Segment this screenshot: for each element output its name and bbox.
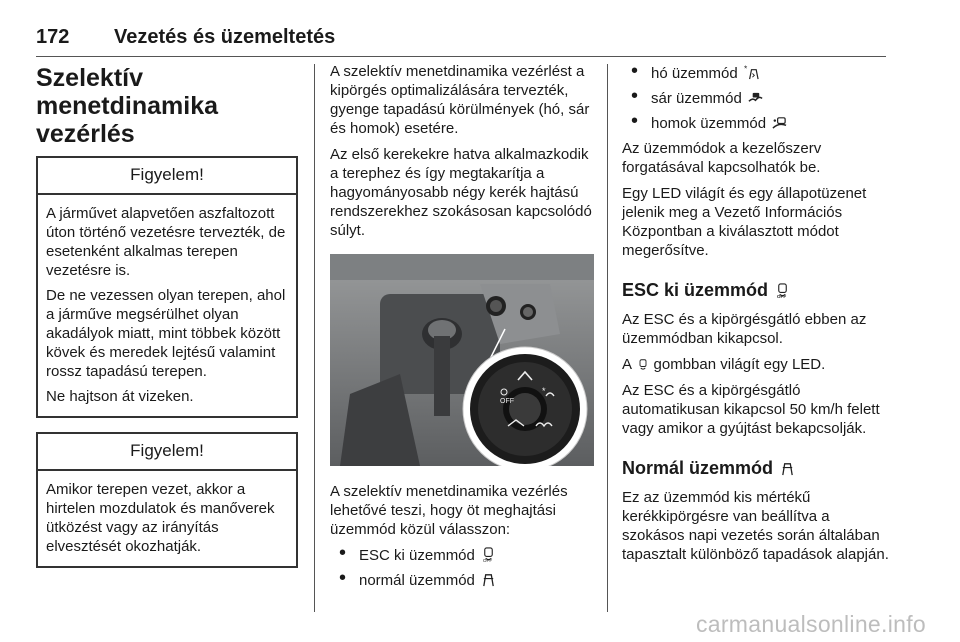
warning-notice	[36, 156, 298, 418]
column-middle	[330, 62, 598, 596]
notice-paragraph: Amikor terepen vezet, akkor a hirtelen mozdulatok és manőverek ütközést vagy az irányítás elvesztését okozhatják.	[46, 481, 275, 555]
list-item: • ESC ki üzemmód OFF	[330, 546, 598, 565]
sand-mode-icon	[772, 115, 787, 130]
column-divider	[607, 64, 608, 612]
knob-off-label: OFF	[500, 398, 514, 405]
paragraph: Egy LED világít és egy állapotüzenet jelenik meg a Vezető Információs Központban a kiválasztott módot megerősítve.	[622, 185, 867, 259]
notice-title: Figyelem!	[38, 158, 296, 195]
notice-paragraph: Ne hajtson át vizeken.	[46, 388, 194, 405]
paragraph: Az első kerekekre hatva alkalmazkodik a terephez és így megtakarítja a hagyományosabb négy kerék hajtású rendszerekhez szokásosan kapcsolódó súlyt.	[330, 146, 592, 239]
paragraph: A szelektív menetdinamika vezérlést a kipörgés optimalizálására tervezték, gyenge tapadású körülmények (hó, sár és homok) esetére.	[330, 63, 590, 137]
warning-notice	[36, 432, 298, 568]
subheading-esc-off: ESC ki üzemmód OFF	[622, 280, 890, 300]
section-title: Szelektív menetdinamika vezérlés	[36, 64, 219, 148]
svg-text:OFF: OFF	[482, 558, 493, 562]
normal-mode-icon	[780, 461, 795, 476]
paragraph: Az üzemmódok a kezelőszerv forgatásával kapcsolhatók be.	[622, 140, 822, 176]
esc-off-icon	[775, 283, 790, 298]
column-divider	[314, 64, 315, 612]
notice-title: Figyelem!	[38, 434, 296, 471]
page-header	[36, 26, 886, 57]
paragraph: Ez az üzemmód kis mértékű kerékkipörgésre van beállítva a szokásos napi vezetés során általában tapasztalt különböző tapadások alapján.	[622, 489, 889, 563]
esc-off-icon	[637, 359, 649, 371]
paragraph: Az ESC és a kipörgésgátló ebben az üzemmódban kikapcsol.	[622, 311, 867, 347]
svg-text:OFF: OFF	[776, 294, 787, 298]
svg-text:*: *	[542, 386, 546, 396]
list-item: • homok üzemmód	[622, 114, 890, 133]
mode-list	[330, 546, 598, 590]
paragraph: A gombban világít egy LED.	[622, 356, 826, 373]
column-right	[622, 62, 890, 571]
column-left	[36, 62, 298, 582]
page-number: 172	[36, 26, 70, 48]
notice-paragraph: A járművet alapvetően aszfaltozott úton történő vezetésre tervezték, de esetenként alkalmas terepen vezetésre is.	[46, 205, 286, 279]
notice-body	[38, 195, 296, 416]
list-item: • sár üzemmód	[622, 89, 890, 108]
esc-off-icon	[481, 547, 496, 562]
paragraph: Az ESC és a kipörgésgátló automatikusan kikapcsol 50 km/h felett vagy amikor a gyújtást bekapcsolják.	[622, 382, 880, 437]
subheading-normal: Normál üzemmód	[622, 458, 890, 478]
list-item: • hó üzemmód *	[622, 64, 890, 83]
list-item: • normál üzemmód	[330, 571, 598, 590]
paragraph: A szelektív menetdinamika vezérlés lehetővé teszi, hogy öt meghajtási üzemmód közül válasszon:	[330, 483, 568, 538]
svg-text:*: *	[743, 65, 748, 74]
notice-body	[38, 471, 296, 566]
chapter-title: Vezetés és üzemeltetés	[114, 26, 336, 48]
watermark: carmanualsonline.info	[695, 611, 926, 637]
notice-paragraph: De ne vezessen olyan terepen, ahol a járműve megsérülhet olyan akadályok miatt, mint többek között kövek és meredek lejtésű valamint rossz tapadású terepen.	[46, 287, 286, 380]
normal-mode-icon	[481, 572, 496, 587]
selective-drive-control-knob-photo	[330, 254, 594, 466]
mode-list	[622, 64, 890, 133]
snow-mode-icon	[744, 65, 759, 80]
mud-mode-icon	[748, 90, 763, 105]
